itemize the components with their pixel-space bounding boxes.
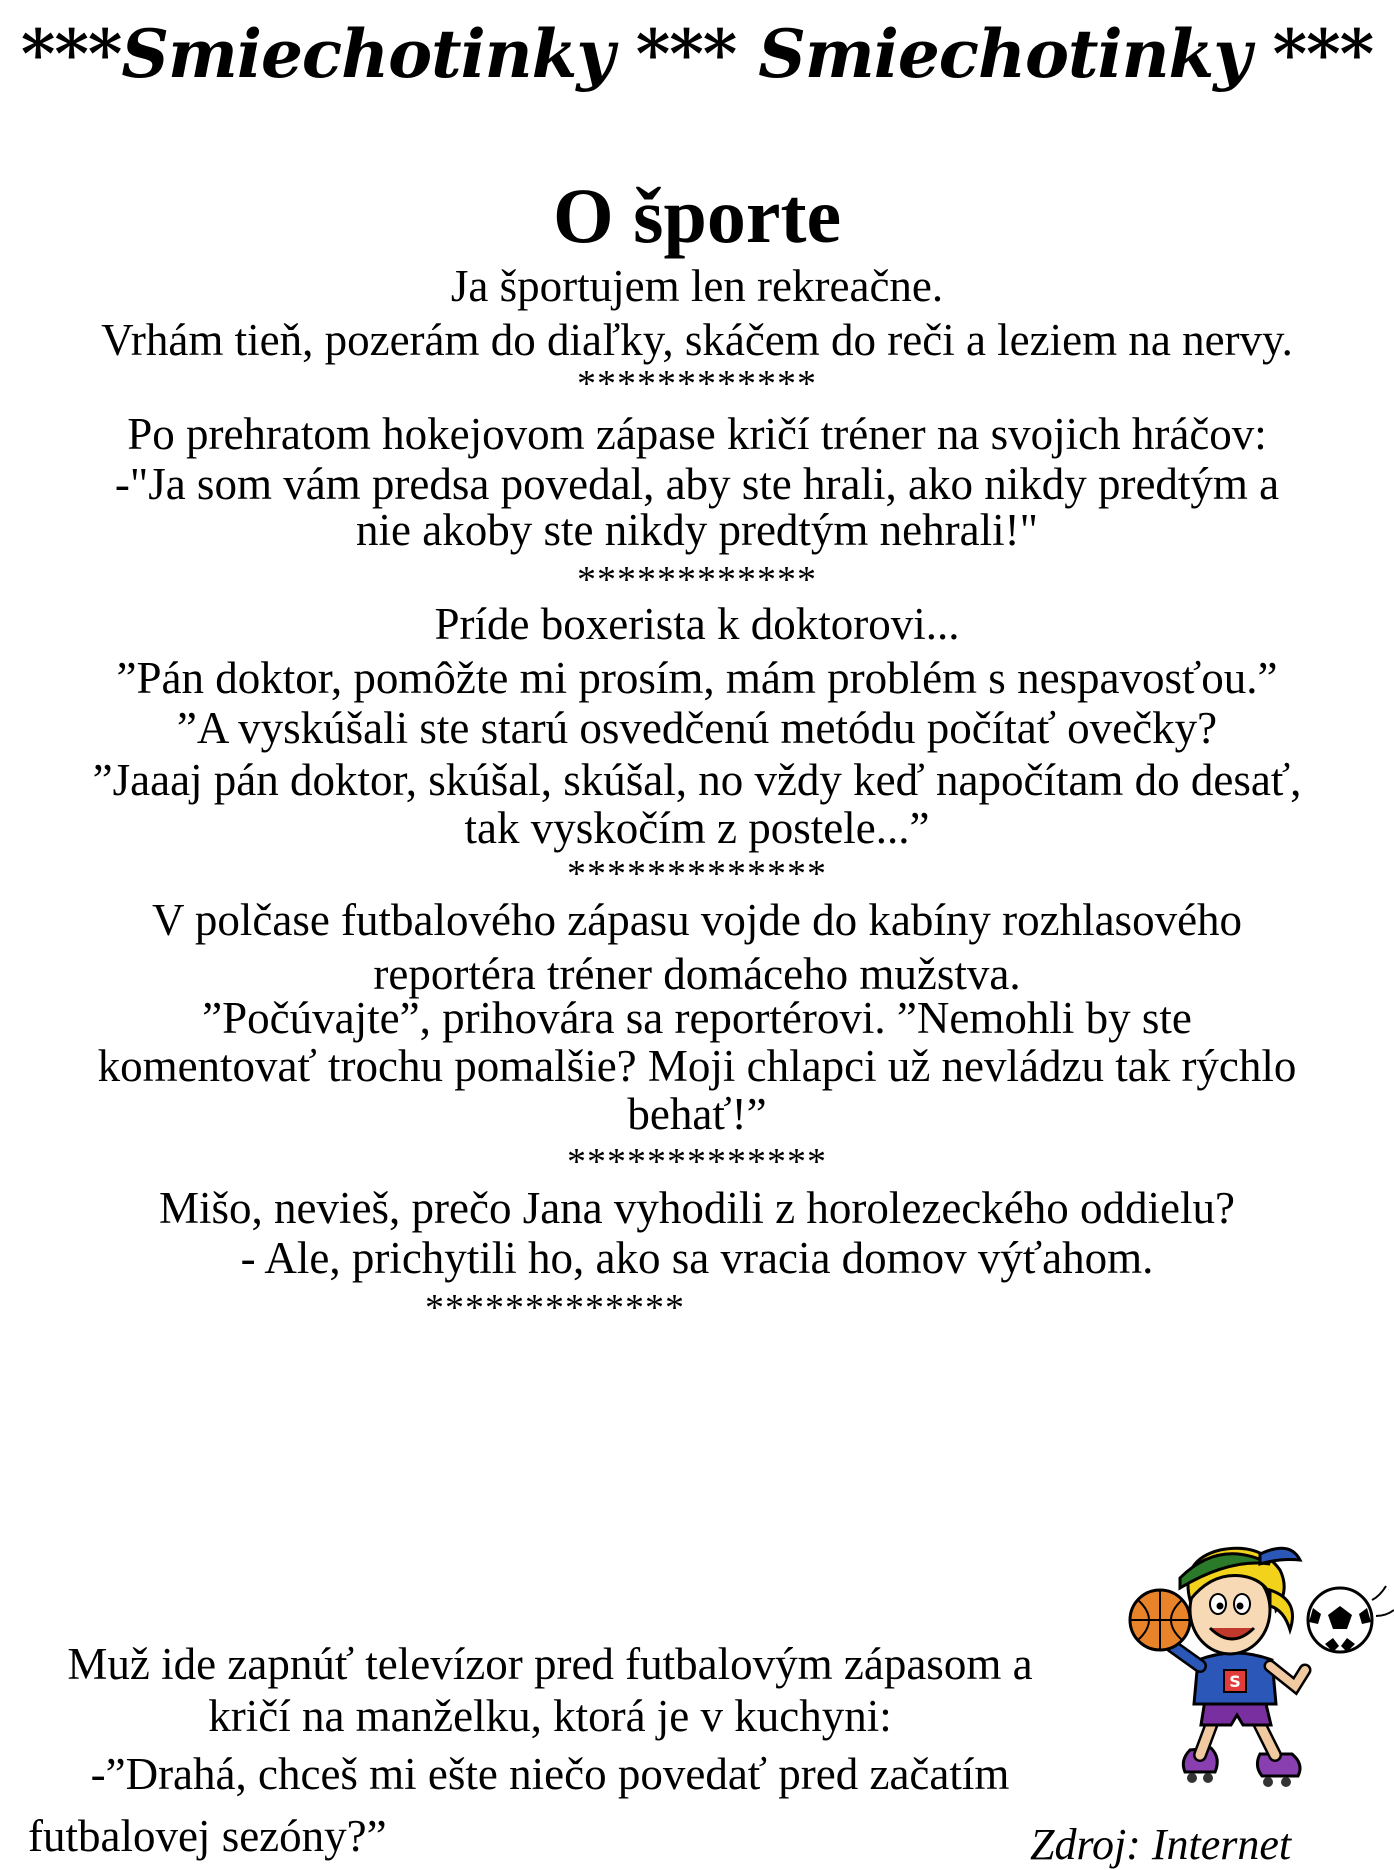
joke-4-line-1: V polčase futbalového zápasu vojde do kabíny rozhlasového xyxy=(151,895,1243,945)
joke-5-separator: ************* xyxy=(425,1287,685,1329)
joke-3-line-5: tak vyskočím z postele...” xyxy=(464,803,930,853)
joke-4-separator: ************* xyxy=(567,1141,827,1183)
joke-1-line-2: Vrhám tieň, pozerám do diaľky, skáčem do reči a leziem na nervy. xyxy=(101,315,1293,365)
joke-1-line-1: Ja športujem len rekreačne. xyxy=(450,261,944,311)
joke-3-separator: ************* xyxy=(567,853,827,895)
joke-4-line-2: reportéra tréner domáceho mužstva. xyxy=(373,949,1021,999)
joke-2-separator: ************ xyxy=(577,559,817,601)
joke-6-line-2: kričí na manželku, ktorá je v kuchyni: xyxy=(208,1691,892,1741)
joke-4-line-4: komentovať trochu pomalšie? Moji chlapci už nevládzu tak rýchlo xyxy=(97,1041,1297,1091)
joke-1-separator: ************ xyxy=(577,363,817,405)
cartoon-sports-kid-icon xyxy=(1120,1530,1394,1800)
joke-4-line-3: ”Počúvajte”, prihovára sa reportérovi. ”Nemohli by ste xyxy=(202,993,1192,1043)
joke-6-line-3: -”Drahá, chceš mi ešte niečo povedať pred začatím xyxy=(90,1749,1010,1799)
joke-3-line-2: ”Pán doktor, pomôžte mi prosím, mám problém s nespavosťou.” xyxy=(116,653,1278,703)
joke-4-line-5: behať!” xyxy=(627,1089,767,1139)
source-credit: Zdroj: Internet xyxy=(1030,1820,1292,1869)
svg-text:S: S xyxy=(1229,1672,1241,1691)
soccer-ball-icon xyxy=(1308,1586,1394,1652)
joke-5-line-2: - Ale, prichytili ho, ako sa vracia domov výťahom. xyxy=(240,1233,1154,1283)
joke-6-line-1: Muž ide zapnúť televízor pred futbalovým zápasom a xyxy=(67,1639,1033,1689)
joke-2-line-2: -"Ja som vám predsa povedal, aby ste hrali, ako nikdy predtým a xyxy=(114,459,1280,509)
page-title: O športe xyxy=(552,172,842,259)
joke-3-line-4: ”Jaaaj pán doktor, skúšal, skúšal, no vždy keď napočítam do desať, xyxy=(92,755,1302,805)
joke-3-line-3: ”A vyskúšali ste starú osvedčenú metódu počítať ovečky? xyxy=(176,703,1218,753)
joke-5-line-1: Mišo, nevieš, prečo Jana vyhodili z horolezeckého oddielu? xyxy=(159,1183,1235,1233)
joke-2-line-1: Po prehratom hokejovom zápase kričí tréner na svojich hráčov: xyxy=(127,409,1267,459)
joke-6-line-4: futbalovej sezóny?” xyxy=(28,1811,387,1861)
page-header: ***Smiechotinky *** Smiechotinky *** xyxy=(20,15,1374,93)
joke-3-line-1: Príde boxerista k doktorovi... xyxy=(434,599,960,649)
basketball-icon xyxy=(1130,1590,1190,1650)
joke-2-line-3: nie akoby ste nikdy predtým nehrali!" xyxy=(356,505,1038,555)
